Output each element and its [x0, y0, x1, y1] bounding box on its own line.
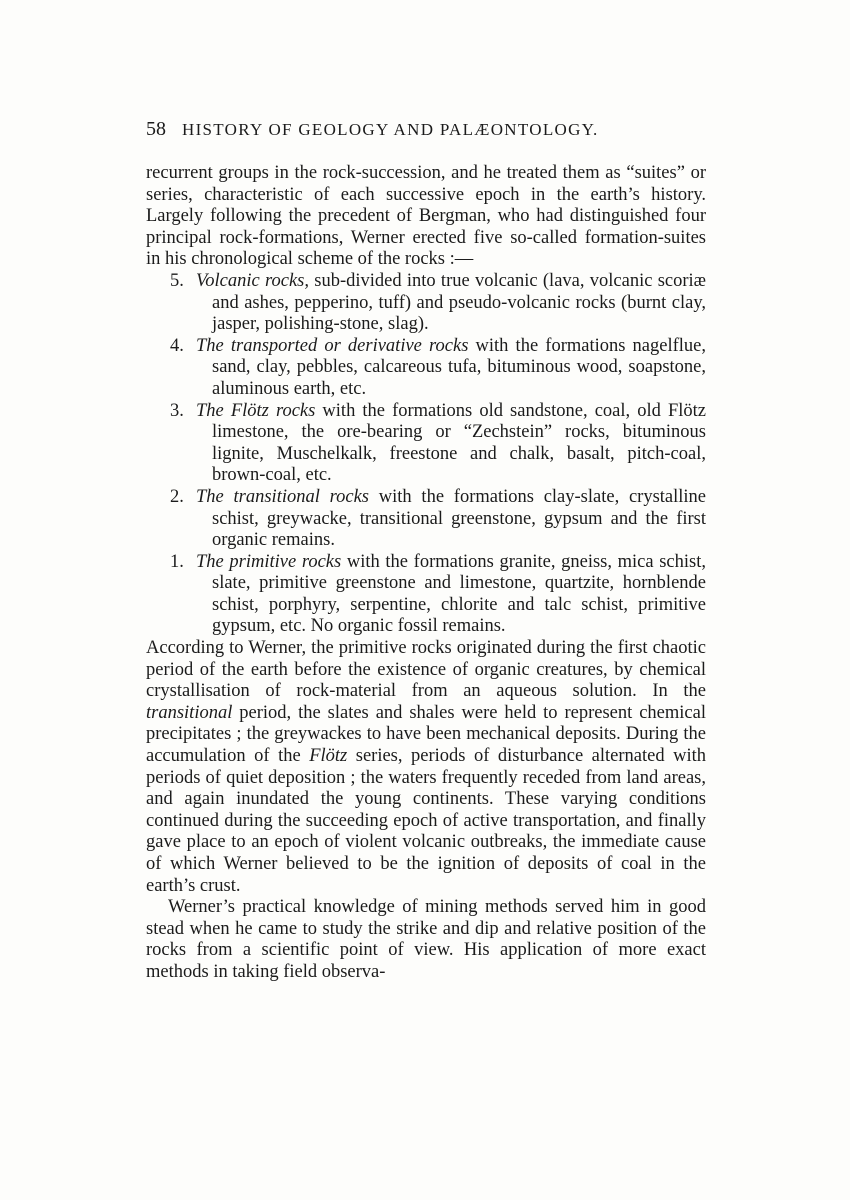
list-item [146, 552, 706, 638]
item-number: 2. [170, 486, 184, 507]
list-item [146, 336, 706, 401]
italic-term: transitional [146, 702, 233, 723]
item-number: 5. [170, 270, 184, 291]
list-item [146, 487, 706, 552]
werner-theory-paragraph [146, 638, 706, 897]
list-item [146, 271, 706, 336]
item-number: 1. [170, 551, 184, 572]
item-text: with the formations granite, gneiss, mica schist, slate, primitive greenstone and limestone, quartzite, hornblende schist, porphyry, serpentine, chlorite and talc schist, primitive gypsum, etc. No organic fossil remains. [212, 551, 706, 637]
item-title: The primitive rocks [196, 551, 342, 572]
item-text: sub-divided into true volcanic (lava, volcanic scoriæ and ashes, pepperino, tuff) and pseudo-volcanic rocks (burnt clay, jasper, polishing-stone, slag). [212, 270, 706, 335]
mining-methods-paragraph: Werner’s practical knowledge of mining methods served him in good stead when he came to study the strike and dip and relative position of the rocks from a scientific point of view. His application of more exact methods in taking field observa- [146, 897, 706, 982]
text-run: According to Werner, the primitive rocks originated during the first chaotic period of the earth before the existence of organic creatures, by chemical crystallisation of rock-material from an aqueous solution. In the [146, 638, 706, 702]
item-text: with the formations clay-slate, crystalline schist, greywacke, transitional greenstone, gypsum and the first organic remains. [212, 486, 707, 551]
italic-term: Flötz [309, 746, 348, 767]
item-title: Volcanic rocks, [196, 270, 309, 291]
intro-paragraph: recurrent groups in the rock-succession, and he treated them as “suites” or series, characteristic of each successive epoch in the earth’s history. Largely following the precedent of Bergman, who had distinguished four principal rock-formations, Werner erected five so-called formation-suites in his chronological scheme of the rocks :— [146, 163, 706, 270]
item-number: 3. [170, 400, 184, 421]
list-item [146, 401, 706, 487]
item-title: The Flötz rocks [196, 400, 316, 421]
text-run: series, periods of disturbance alternated with periods of quiet deposition ; the waters frequently receded from land areas, and again inundated the young continents. These varying conditions continued during the succeeding epoch of active transportation, and finally gave place to an epoch of violent volcanic outbreaks, the immediate cause of which Werner believed to be the ignition of deposits of coal in the earth’s crust. [146, 746, 706, 896]
item-title: The transported or derivative rocks [196, 335, 469, 356]
item-text: with the formations old sandstone, coal, old Flötz limestone, the ore-bearing or “Zechstein” rocks, bituminous lignite, Muschelkalk, freestone and chalk, basalt, pitch-coal, brown-coal, etc. [212, 400, 706, 486]
text-run: period, the slates and shales were held to represent chemical precipitates ; the greywackes to have been mechanical deposits. During the accumulation of the [146, 702, 706, 767]
page-header [146, 118, 706, 141]
formation-suites-list [146, 271, 706, 638]
page [146, 118, 706, 984]
item-text: with the formations nagelflue, sand, clay, pebbles, calcareous tufa, bituminous wood, soapstone, aluminous earth, etc. [212, 335, 707, 399]
item-number: 4. [170, 335, 184, 356]
item-title: The transitional rocks [196, 486, 370, 507]
running-head: HISTORY OF GEOLOGY AND PALÆONTOLOGY. [182, 120, 599, 139]
page-number: 58 [146, 118, 166, 140]
